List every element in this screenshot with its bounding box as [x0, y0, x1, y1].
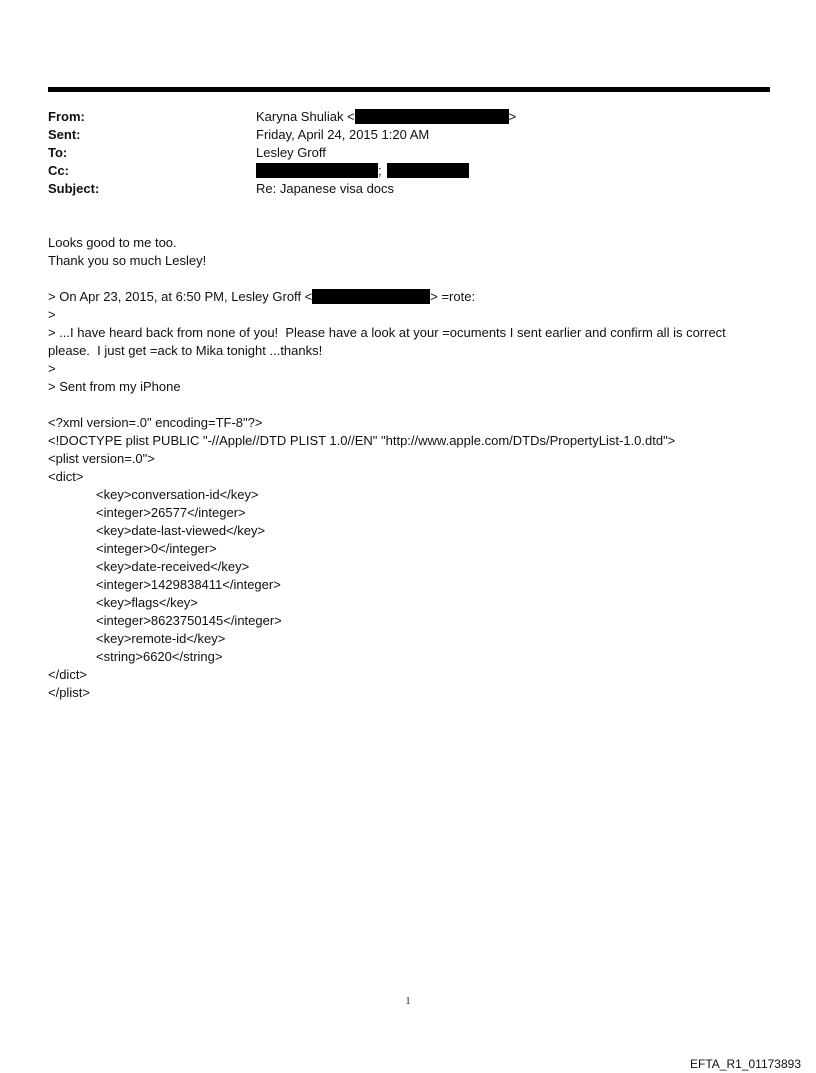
sent-value: Friday, April 24, 2015 1:20 AM	[256, 127, 430, 142]
quote-body: > ...I have heard back from none of you! Please have a look at your =ocuments I sent earlier and confirm all is correct please. I just get =ack to Mika tonight ...thanks!	[48, 325, 730, 358]
redaction-box	[387, 163, 469, 178]
from-name: Karyna Shuliak <	[256, 109, 355, 124]
quote-intro	[48, 288, 770, 306]
document-id: EFTA_R1_01173893	[690, 1057, 801, 1071]
from-row	[48, 108, 770, 126]
subject-row	[48, 180, 770, 198]
quote-line: > Sent from my iPhone	[48, 379, 181, 394]
message-line: Looks good to me too.	[48, 235, 177, 250]
email-body	[48, 234, 770, 702]
plist-line: <?xml version=.0" encoding=TF-8"?>	[48, 415, 263, 430]
subject-label: Subject:	[48, 181, 100, 196]
plist-entry: <key>remote-id</key>	[96, 631, 226, 646]
plist-entry: <key>date-received</key>	[96, 559, 250, 574]
plist-line: </plist>	[48, 685, 90, 700]
plist-entry: <key>conversation-id</key>	[96, 487, 259, 502]
plist-line: </dict>	[48, 667, 88, 682]
from-value	[256, 108, 516, 126]
to-value: Lesley Groff	[256, 145, 326, 160]
message-line: Thank you so much Lesley!	[48, 253, 207, 268]
redaction-box	[355, 109, 509, 124]
to-row	[48, 144, 770, 162]
plist-line: <plist version=.0">	[48, 451, 155, 466]
quote-line: >	[48, 307, 56, 322]
quote-intro-text: > On Apr 23, 2015, at 6:50 PM, Lesley Groff <	[48, 289, 313, 304]
plist-entry: <integer>0</integer>	[96, 541, 217, 556]
sent-row	[48, 126, 770, 144]
redaction-box	[256, 163, 378, 178]
sent-label: Sent:	[48, 127, 81, 142]
subject-value: Re: Japanese visa docs	[256, 181, 395, 196]
cc-separator: ;	[378, 163, 382, 178]
from-label: From:	[48, 109, 85, 124]
cc-value	[256, 162, 469, 180]
from-close: >	[508, 109, 517, 124]
header-rule	[48, 87, 770, 92]
plist-entry: <key>flags</key>	[96, 595, 198, 610]
cc-row	[48, 162, 770, 180]
plist-entry: <integer>1429838411</integer>	[96, 577, 281, 592]
cc-label: Cc:	[48, 163, 69, 178]
plist-entry: <string>6620</string>	[96, 649, 223, 664]
to-label: To:	[48, 145, 68, 160]
quote-line: >	[48, 361, 56, 376]
plist-entry: <integer>8623750145</integer>	[96, 613, 282, 628]
plist-entry: <key>date-last-viewed</key>	[96, 523, 266, 538]
quote-intro-text: > =rote:	[430, 289, 476, 304]
plist-entry: <integer>26577</integer>	[96, 505, 246, 520]
page-number: 1	[405, 996, 411, 1007]
email-header	[48, 108, 770, 198]
plist-line: <dict>	[48, 469, 84, 484]
plist-line: <!DOCTYPE plist PUBLIC "-//Apple//DTD PLIST 1.0//EN" "http://www.apple.com/DTDs/PropertyList-1.0.dtd">	[48, 433, 676, 448]
redaction-box	[312, 289, 430, 304]
